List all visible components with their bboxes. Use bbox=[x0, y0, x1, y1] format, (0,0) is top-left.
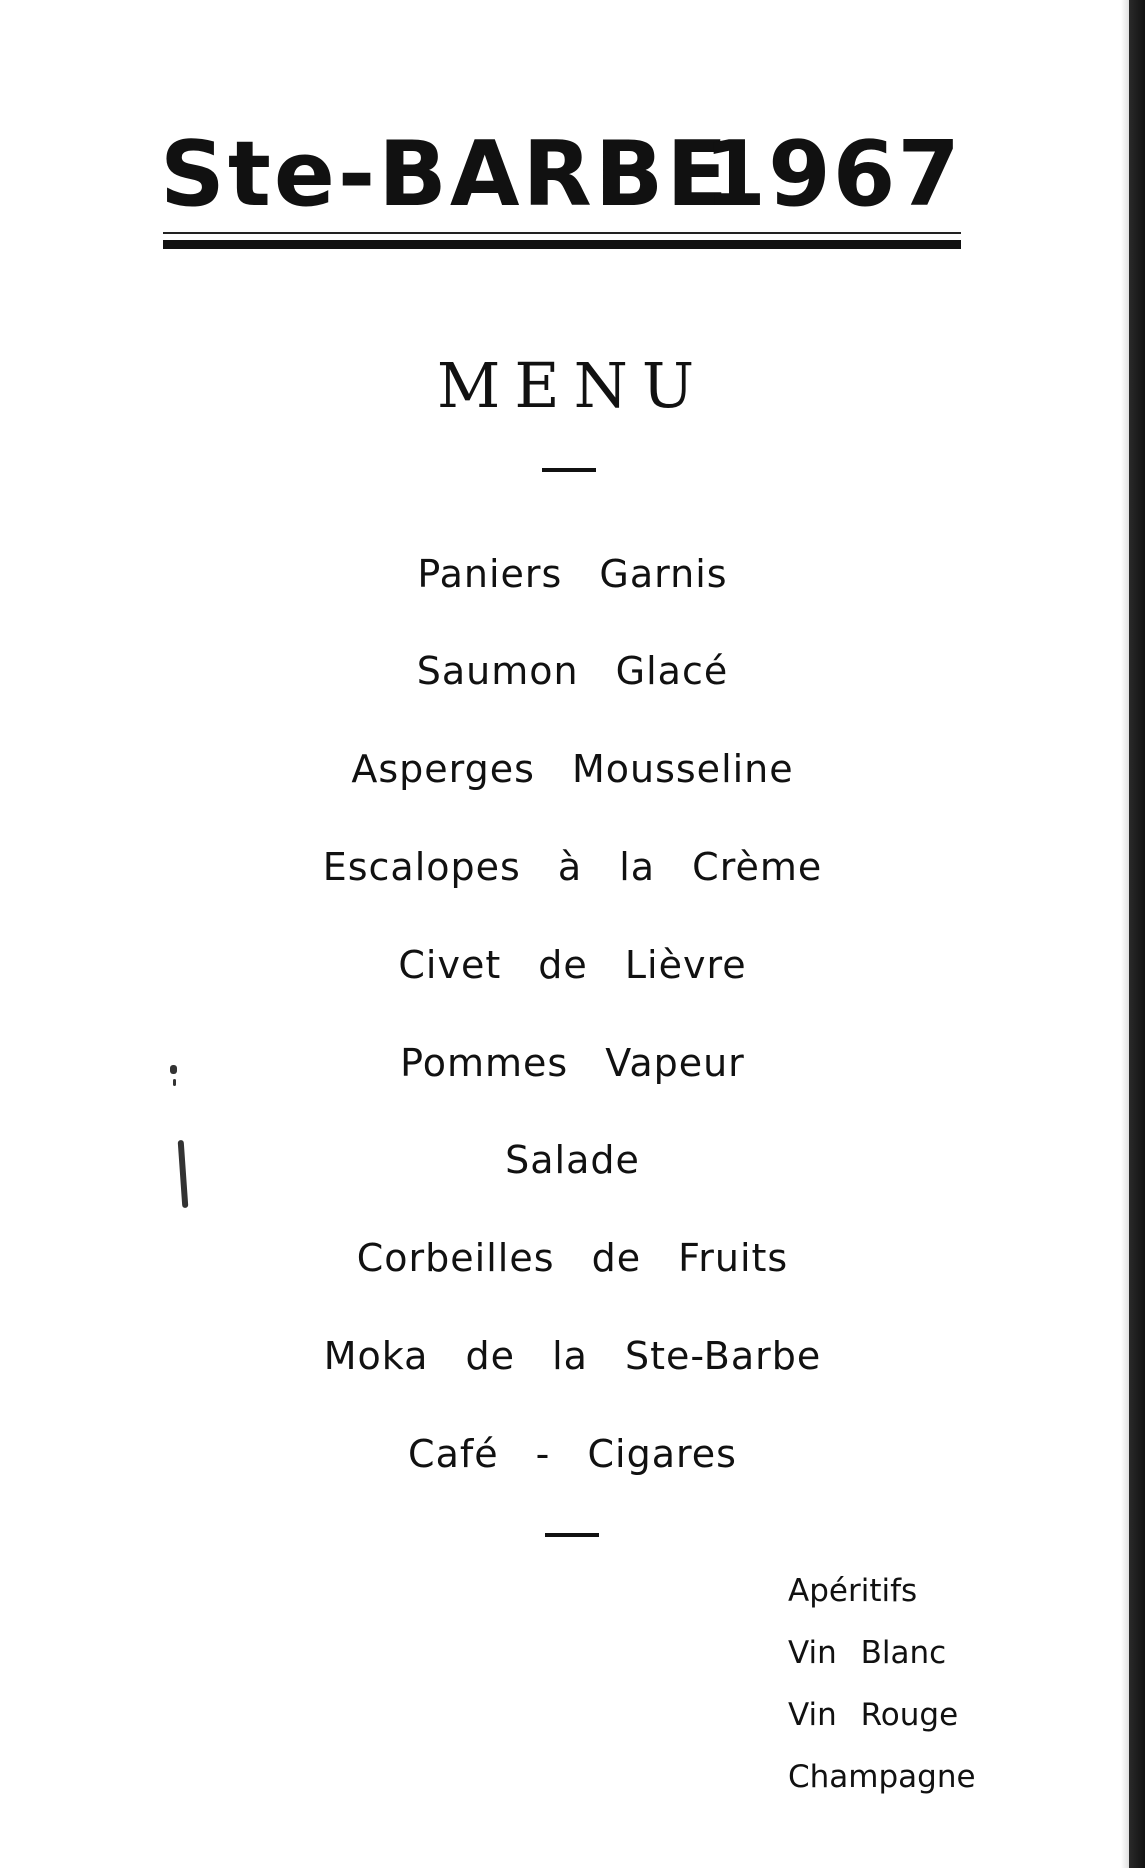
dish-item: Moka de la Ste-Barbe bbox=[323, 1334, 822, 1378]
event-name: Ste-BARBE bbox=[160, 122, 731, 227]
ink-mark bbox=[173, 1079, 176, 1086]
header-rule-thick bbox=[163, 240, 961, 249]
event-year: 1967 bbox=[703, 122, 962, 227]
dish-item: Escalopes à la Crème bbox=[322, 845, 823, 889]
dish-item: Pommes Vapeur bbox=[400, 1041, 745, 1085]
dish-item: Saumon Glacé bbox=[416, 649, 729, 693]
divider-bottom bbox=[545, 1533, 599, 1537]
dish-item: Café - Cigares bbox=[408, 1432, 737, 1476]
page-edge-shadow bbox=[1121, 0, 1129, 1868]
menu-header bbox=[160, 122, 962, 237]
drinks-list bbox=[788, 1560, 1018, 1808]
dish-item: Civet de Lièvre bbox=[398, 943, 747, 987]
scan-edge bbox=[1129, 0, 1145, 1868]
divider-top bbox=[542, 468, 596, 472]
drink-item: Champagne bbox=[788, 1759, 976, 1795]
drink-item: Vin Rouge bbox=[788, 1697, 959, 1733]
ink-mark bbox=[170, 1065, 177, 1074]
drink-item: Apéritifs bbox=[788, 1573, 918, 1609]
menu-title: MENU bbox=[436, 349, 709, 422]
dish-item: Paniers Garnis bbox=[417, 552, 728, 596]
dish-item: Corbeilles de Fruits bbox=[356, 1236, 789, 1280]
header-rule-thin bbox=[163, 232, 961, 234]
drink-item: Vin Blanc bbox=[788, 1635, 947, 1671]
dish-item: Salade bbox=[505, 1138, 640, 1182]
dish-item: Asperges Mousseline bbox=[351, 747, 794, 791]
